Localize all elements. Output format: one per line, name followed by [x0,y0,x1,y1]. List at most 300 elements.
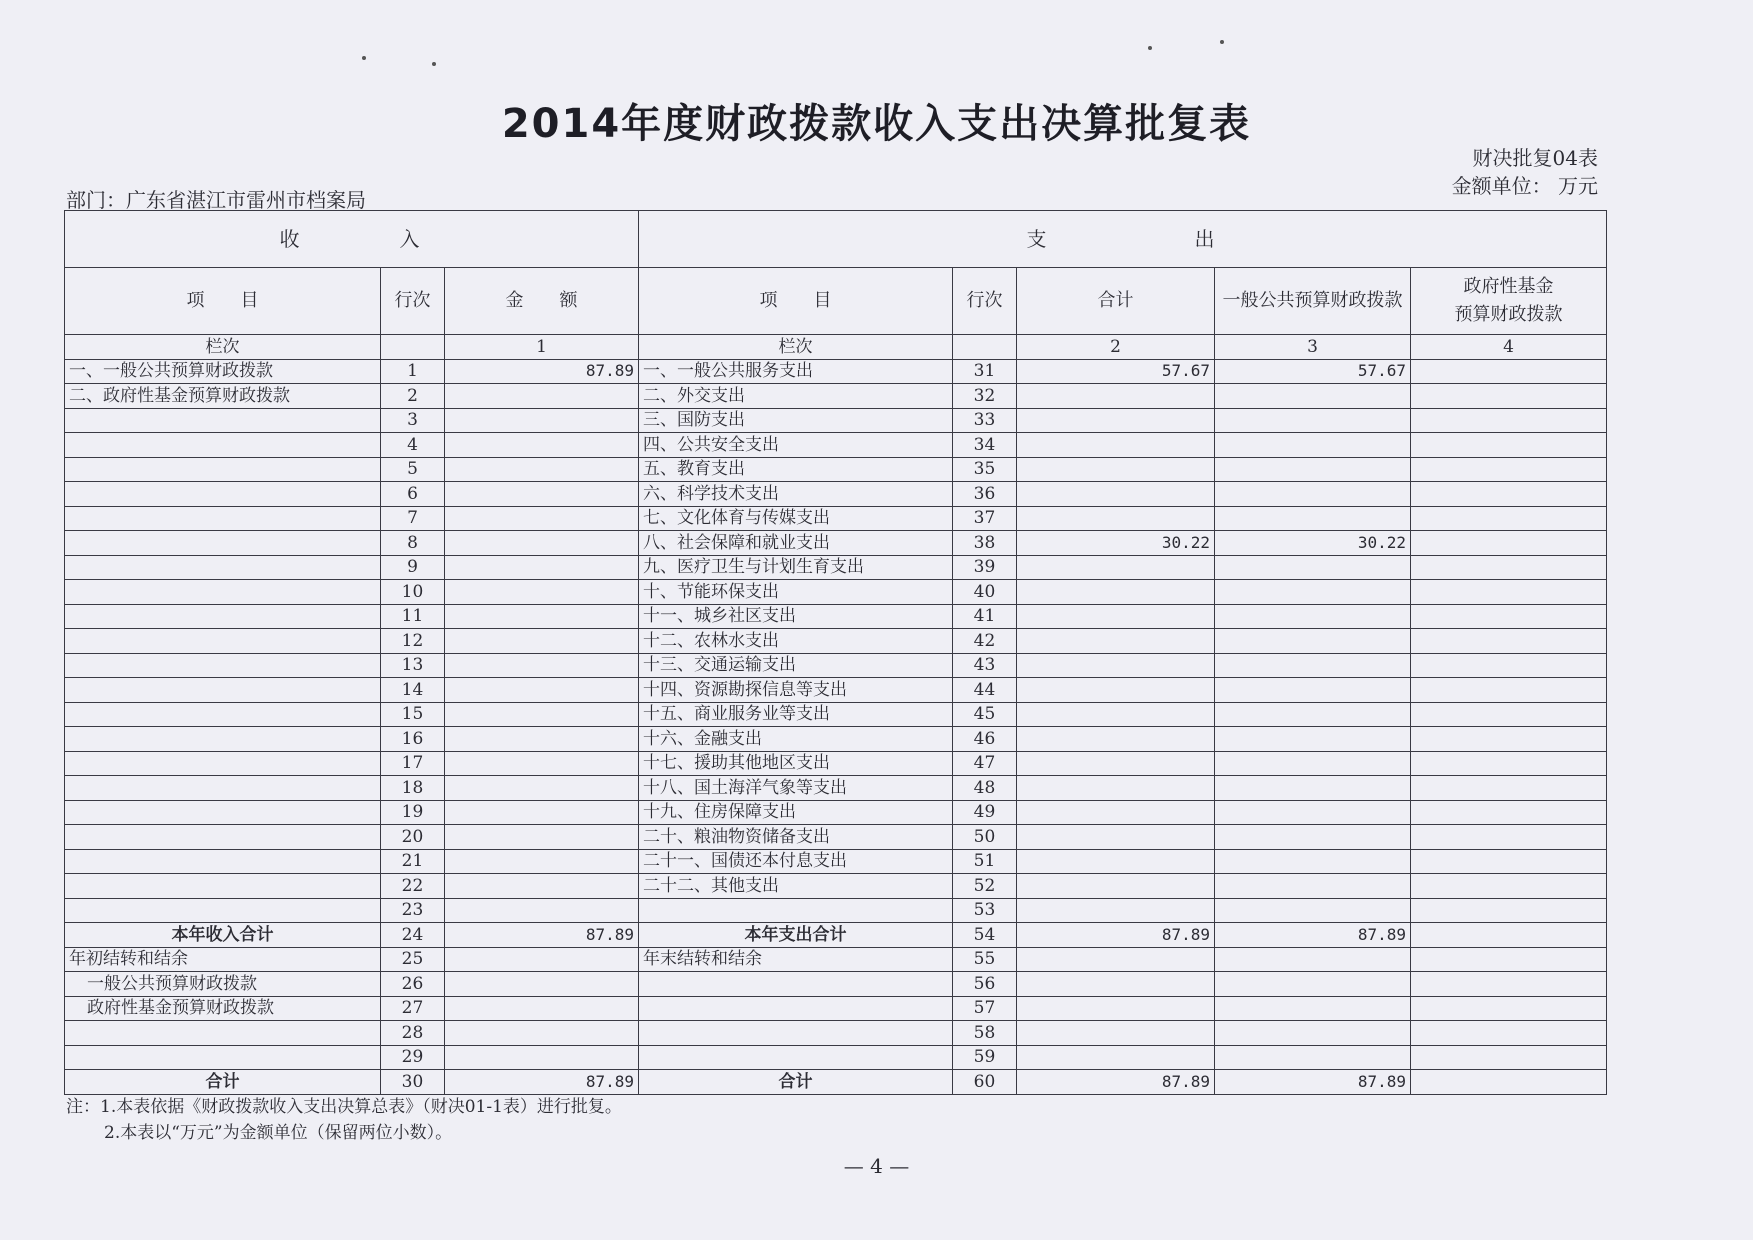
expense-general-cell [1215,555,1411,580]
fund-header-line1: 政府性基金 [1463,276,1554,297]
expense-general-cell [1215,506,1411,531]
income-amount-cell [445,629,639,654]
expense-item-header: 项 目 [639,268,953,335]
income-amount-cell [445,1021,639,1046]
expense-total-cell: 57.67 [1017,359,1215,384]
expense-line-cell: 50 [953,825,1017,850]
table-row [65,947,1607,972]
expense-line-cell: 47 [953,751,1017,776]
expense-total-cell [1017,776,1215,801]
income-item-cell [65,604,381,629]
income-line-cell: 4 [381,433,445,458]
expense-fund-cell [1411,1070,1607,1095]
income-amount-cell [445,972,639,997]
expense-total-cell [1017,653,1215,678]
table-row [65,408,1607,433]
expense-col-4: 4 [1411,335,1607,360]
expense-item-cell [639,898,953,923]
income-item-cell [65,580,381,605]
expense-total-cell [1017,482,1215,507]
expense-fund-cell [1411,727,1607,752]
income-amount-cell [445,849,639,874]
income-amount-cell [445,433,639,458]
income-line-cell: 10 [381,580,445,605]
income-amount-cell [445,947,639,972]
income-item-cell [65,849,381,874]
expense-item-cell: 十九、住房保障支出 [639,800,953,825]
expense-line-cell: 46 [953,727,1017,752]
table-row [65,506,1607,531]
income-item-cell [65,531,381,556]
income-line-cell: 8 [381,531,445,556]
expense-general-cell [1215,1045,1411,1070]
table-row [65,678,1607,703]
expense-fund-cell [1411,800,1607,825]
table-row [65,898,1607,923]
expense-fund-cell [1411,947,1607,972]
footnotes [66,1094,622,1146]
expense-general-cell [1215,800,1411,825]
income-amount-cell [445,751,639,776]
expense-item-cell: 十五、商业服务业等支出 [639,702,953,727]
income-col-line [381,335,445,360]
income-line-cell: 24 [381,923,445,948]
income-line-cell: 26 [381,972,445,997]
income-amount-cell [445,457,639,482]
department-label: 部门：广东省湛江市雷州市档案局 [66,188,366,212]
expense-line-cell: 58 [953,1021,1017,1046]
expense-item-cell: 十六、金融支出 [639,727,953,752]
income-col-label: 栏次 [65,335,381,360]
expense-fund-cell [1411,457,1607,482]
expense-fund-cell [1411,555,1607,580]
expense-item-cell: 年末结转和结余 [639,947,953,972]
income-item-cell [65,874,381,899]
expense-total-cell [1017,702,1215,727]
table-row [65,629,1607,654]
income-line-cell: 21 [381,849,445,874]
expense-line-cell: 38 [953,531,1017,556]
income-amount-cell [445,800,639,825]
income-line-cell: 22 [381,874,445,899]
expense-line-cell: 52 [953,874,1017,899]
expense-line-cell: 32 [953,384,1017,409]
expense-general-cell [1215,947,1411,972]
page-title: 2014年度财政拨款收入支出决算批复表 [501,101,1252,147]
expense-general-cell [1215,825,1411,850]
income-line-cell: 13 [381,653,445,678]
income-item-cell [65,433,381,458]
expense-general-cell [1215,678,1411,703]
expense-line-cell: 35 [953,457,1017,482]
table-row [65,482,1607,507]
expense-col-label: 栏次 [639,335,953,360]
income-amount-cell [445,996,639,1021]
table-row [65,604,1607,629]
expense-item-cell: 二、外交支出 [639,384,953,409]
income-amount-cell [445,506,639,531]
income-item-cell: 二、政府性基金预算财政拨款 [65,384,381,409]
income-item-cell [65,678,381,703]
income-line-cell: 16 [381,727,445,752]
expense-line-cell: 51 [953,849,1017,874]
expense-general-cell [1215,629,1411,654]
table-row [65,727,1607,752]
expense-line-cell: 54 [953,923,1017,948]
table-row [65,457,1607,482]
expense-line-cell: 36 [953,482,1017,507]
expense-item-cell: 十、节能环保支出 [639,580,953,605]
income-line-cell: 14 [381,678,445,703]
income-line-header: 行次 [381,268,445,335]
expense-item-cell: 十七、援助其他地区支出 [639,751,953,776]
table-row [65,923,1607,948]
income-amount-cell [445,384,639,409]
expense-line-header: 行次 [953,268,1017,335]
page-number: — 4 — [843,1154,910,1178]
expense-general-cell [1215,653,1411,678]
footnote-1: 注：1.本表依据《财政拨款收入支出决算总表》（财决01-1表）进行批复。 [66,1097,622,1117]
expense-general-cell: 57.67 [1215,359,1411,384]
table-row [65,996,1607,1021]
expense-general-cell [1215,408,1411,433]
expense-line-cell: 42 [953,629,1017,654]
expense-general-cell [1215,776,1411,801]
expense-general-cell [1215,874,1411,899]
expense-fund-cell [1411,923,1607,948]
expense-fund-cell [1411,702,1607,727]
income-line-cell: 29 [381,1045,445,1070]
income-line-cell: 17 [381,751,445,776]
income-item-cell [65,727,381,752]
expense-col-3: 3 [1215,335,1411,360]
expense-fund-cell [1411,1021,1607,1046]
table-row [65,972,1607,997]
expense-item-cell [639,972,953,997]
expense-line-cell: 44 [953,678,1017,703]
expense-fund-cell [1411,874,1607,899]
income-amount-cell [445,1045,639,1070]
table-row [65,800,1607,825]
expense-item-cell: 十四、资源勘探信息等支出 [639,678,953,703]
income-item-cell [65,702,381,727]
expense-total-cell: 30.22 [1017,531,1215,556]
table-row [65,653,1607,678]
income-item-cell: 本年收入合计 [65,923,381,948]
income-line-cell: 28 [381,1021,445,1046]
income-line-cell: 5 [381,457,445,482]
scan-speck [432,62,436,66]
income-amount-cell [445,482,639,507]
expense-fund-cell [1411,849,1607,874]
expense-item-cell: 五、教育支出 [639,457,953,482]
expense-item-cell: 十八、国土海洋气象等支出 [639,776,953,801]
expense-line-cell: 31 [953,359,1017,384]
income-item-cell [65,751,381,776]
expense-total-cell [1017,898,1215,923]
table-row [65,433,1607,458]
scan-speck [1148,46,1152,50]
column-number-row [65,335,1607,360]
expense-total-cell [1017,800,1215,825]
expense-general-cell [1215,604,1411,629]
fund-header-line2: 预算财政拨款 [1454,304,1563,325]
expense-total-cell [1017,947,1215,972]
income-amount-cell: 87.89 [445,359,639,384]
table-row [65,849,1607,874]
income-item-cell [65,408,381,433]
expense-general-cell [1215,727,1411,752]
expense-total-cell [1017,604,1215,629]
income-amount-cell [445,531,639,556]
income-item-cell [65,653,381,678]
amount-unit: 金额单位： 万元 [1451,174,1598,198]
expense-total-cell [1017,1021,1215,1046]
income-amount-cell [445,604,639,629]
income-amount-cell [445,702,639,727]
expense-general-header: 一般公共预算财政拨款 [1215,268,1411,335]
form-number: 财决批复04表 [1472,146,1598,170]
expense-total-cell [1017,384,1215,409]
expense-total-cell [1017,629,1215,654]
expense-fund-cell [1411,384,1607,409]
expense-fund-cell [1411,482,1607,507]
expense-line-cell: 39 [953,555,1017,580]
income-amount-cell [445,825,639,850]
expense-fund-header [1411,268,1607,335]
expense-item-cell: 九、医疗卫生与计划生育支出 [639,555,953,580]
income-item-cell [65,800,381,825]
income-line-cell: 27 [381,996,445,1021]
scan-speck [1220,40,1224,44]
expense-total-cell [1017,580,1215,605]
column-header-row [65,268,1607,335]
expense-fund-cell [1411,776,1607,801]
budget-table [64,210,1607,1095]
income-amount-cell [445,898,639,923]
expense-item-cell: 三、国防支出 [639,408,953,433]
expense-general-cell [1215,1021,1411,1046]
expense-general-cell [1215,996,1411,1021]
table-row [65,776,1607,801]
income-item-cell [65,1021,381,1046]
expense-item-cell: 二十、粮油物资储备支出 [639,825,953,850]
income-line-cell: 3 [381,408,445,433]
table-row [65,874,1607,899]
expense-general-cell [1215,384,1411,409]
income-amount-cell: 87.89 [445,1070,639,1095]
expense-item-cell: 合计 [639,1070,953,1095]
footnote-2: 2.本表以“万元”为金额单位（保留两位小数）。 [104,1123,453,1143]
income-item-header: 项 目 [65,268,381,335]
expense-total-cell [1017,457,1215,482]
expense-line-cell: 40 [953,580,1017,605]
income-line-cell: 9 [381,555,445,580]
expense-fund-cell [1411,653,1607,678]
expense-general-cell [1215,972,1411,997]
income-item-cell: 一、一般公共预算财政拨款 [65,359,381,384]
expense-item-cell: 四、公共安全支出 [639,433,953,458]
table-row [65,751,1607,776]
expense-item-cell: 本年支出合计 [639,923,953,948]
expense-item-cell: 六、科学技术支出 [639,482,953,507]
table-row [65,1070,1607,1095]
expense-general-cell [1215,482,1411,507]
table-row [65,1021,1607,1046]
income-amount-cell [445,653,639,678]
expense-total-cell [1017,849,1215,874]
income-line-cell: 20 [381,825,445,850]
income-line-cell: 12 [381,629,445,654]
expense-total-cell [1017,727,1215,752]
income-amount-cell [445,678,639,703]
income-line-cell: 30 [381,1070,445,1095]
income-amount-cell [445,408,639,433]
expense-total-cell: 87.89 [1017,1070,1215,1095]
expense-fund-cell [1411,629,1607,654]
table-row [65,825,1607,850]
expense-item-cell: 十一、城乡社区支出 [639,604,953,629]
income-amount-header: 金 额 [445,268,639,335]
expense-item-cell [639,1021,953,1046]
expense-line-cell: 48 [953,776,1017,801]
expense-item-cell: 二十一、国债还本付息支出 [639,849,953,874]
expense-fund-cell [1411,996,1607,1021]
income-item-cell [65,506,381,531]
table-row [65,531,1607,556]
income-item-cell [65,1045,381,1070]
expense-total-cell [1017,825,1215,850]
expense-total-cell [1017,751,1215,776]
income-amount-cell [445,727,639,752]
expense-item-cell [639,1045,953,1070]
income-item-cell [65,898,381,923]
expense-general-cell [1215,580,1411,605]
expense-line-cell: 59 [953,1045,1017,1070]
expense-general-cell [1215,751,1411,776]
expense-line-cell: 33 [953,408,1017,433]
income-amount-cell [445,874,639,899]
expense-general-cell: 87.89 [1215,923,1411,948]
income-item-cell [65,629,381,654]
expense-total-cell [1017,555,1215,580]
expense-fund-cell [1411,604,1607,629]
expense-total-cell: 87.89 [1017,923,1215,948]
income-line-cell: 1 [381,359,445,384]
income-line-cell: 25 [381,947,445,972]
income-amount-cell [445,776,639,801]
income-amount-cell: 87.89 [445,923,639,948]
expense-total-header: 合计 [1017,268,1215,335]
expense-fund-cell [1411,1045,1607,1070]
expense-col-2: 2 [1017,335,1215,360]
income-line-cell: 19 [381,800,445,825]
expense-general-cell: 87.89 [1215,1070,1411,1095]
income-item-cell: 合计 [65,1070,381,1095]
table-row [65,702,1607,727]
expense-item-cell: 二十二、其他支出 [639,874,953,899]
expense-general-cell [1215,433,1411,458]
expense-general-cell: 30.22 [1215,531,1411,556]
expense-total-cell [1017,1045,1215,1070]
expense-item-cell: 一、一般公共服务支出 [639,359,953,384]
expense-item-cell: 十三、交通运输支出 [639,653,953,678]
expense-fund-cell [1411,972,1607,997]
table-row [65,1045,1607,1070]
table-row [65,359,1607,384]
income-item-cell [65,457,381,482]
expense-general-cell [1215,898,1411,923]
income-line-cell: 7 [381,506,445,531]
income-item-cell [65,825,381,850]
expense-line-cell: 37 [953,506,1017,531]
expense-fund-cell [1411,678,1607,703]
expense-line-cell: 45 [953,702,1017,727]
income-col-number: 1 [445,335,639,360]
expense-fund-cell [1411,580,1607,605]
income-section-header: 收 入 [65,211,639,268]
expense-item-cell [639,996,953,1021]
income-amount-cell [445,555,639,580]
expense-line-cell: 43 [953,653,1017,678]
section-header-row [65,211,1607,268]
income-line-cell: 23 [381,898,445,923]
expense-line-cell: 55 [953,947,1017,972]
expense-line-cell: 34 [953,433,1017,458]
scan-speck [362,56,366,60]
income-item-cell: 政府性基金预算财政拨款 [65,996,381,1021]
expense-line-cell: 49 [953,800,1017,825]
table-row [65,384,1607,409]
expense-fund-cell [1411,359,1607,384]
expense-line-cell: 56 [953,972,1017,997]
income-line-cell: 6 [381,482,445,507]
expense-section-header: 支 出 [639,211,1607,268]
expense-total-cell [1017,678,1215,703]
expense-item-cell: 十二、农林水支出 [639,629,953,654]
table-body [65,359,1607,1094]
expense-general-cell [1215,849,1411,874]
income-item-cell: 年初结转和结余 [65,947,381,972]
expense-line-cell: 60 [953,1070,1017,1095]
expense-line-cell: 41 [953,604,1017,629]
expense-total-cell [1017,874,1215,899]
expense-general-cell [1215,457,1411,482]
expense-fund-cell [1411,531,1607,556]
expense-fund-cell [1411,751,1607,776]
expense-total-cell [1017,433,1215,458]
expense-line-cell: 53 [953,898,1017,923]
expense-fund-cell [1411,408,1607,433]
table-row [65,555,1607,580]
expense-item-cell: 七、文化体育与传媒支出 [639,506,953,531]
expense-col-line [953,335,1017,360]
table-row [65,580,1607,605]
expense-fund-cell [1411,506,1607,531]
income-item-cell [65,555,381,580]
income-item-cell: 一般公共预算财政拨款 [65,972,381,997]
income-item-cell [65,776,381,801]
income-amount-cell [445,580,639,605]
income-line-cell: 15 [381,702,445,727]
expense-fund-cell [1411,825,1607,850]
expense-line-cell: 57 [953,996,1017,1021]
expense-item-cell: 八、社会保障和就业支出 [639,531,953,556]
expense-fund-cell [1411,433,1607,458]
expense-general-cell [1215,702,1411,727]
income-line-cell: 11 [381,604,445,629]
expense-fund-cell [1411,898,1607,923]
